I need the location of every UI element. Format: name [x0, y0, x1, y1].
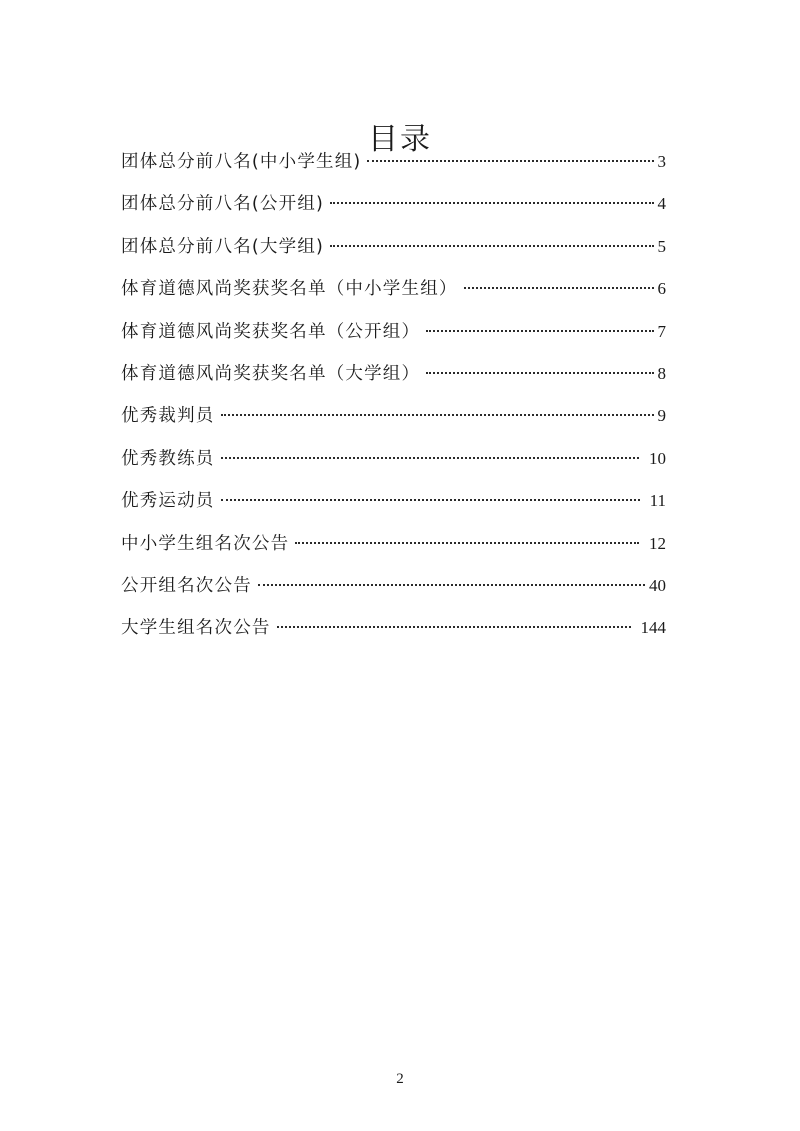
toc-entry-page: 4 — [657, 194, 666, 214]
toc-dot-leader — [426, 372, 653, 374]
toc-entry-team-top8-school[interactable] — [121, 146, 666, 188]
toc-entry-label: 优秀裁判员 — [121, 406, 215, 427]
toc-entry-page: 12 — [649, 533, 666, 553]
toc-entry-label: 团体总分前八名(大学组) — [121, 236, 325, 257]
toc-entry-label: 体育道德风尚奖获奖名单（公开组） — [121, 321, 421, 342]
toc-entry-outstanding-coaches[interactable] — [121, 443, 666, 485]
toc-entry-sportsmanship-school[interactable] — [121, 273, 666, 315]
toc-entry-page: 6 — [657, 279, 666, 299]
toc-entry-sportsmanship-open[interactable] — [121, 316, 666, 358]
toc-entry-page: 40 — [649, 575, 666, 595]
toc-title: 目录 — [368, 122, 432, 158]
toc-entry-label: 体育道德风尚奖获奖名单（大学组） — [121, 363, 421, 384]
toc-entry-page: 144 — [640, 618, 666, 638]
toc-entry-rankings-school[interactable] — [121, 528, 666, 570]
toc-dot-leader — [258, 584, 645, 586]
toc-entry-team-top8-open[interactable] — [121, 188, 666, 230]
toc-dot-leader — [295, 542, 639, 544]
toc-entry-page: 9 — [657, 406, 666, 426]
toc-entry-label: 优秀教练员 — [121, 448, 215, 469]
toc-dot-leader — [330, 202, 653, 204]
toc-entry-team-top8-university[interactable] — [121, 231, 666, 273]
toc-entry-rankings-open[interactable] — [121, 570, 666, 612]
toc-dot-leader — [221, 457, 640, 459]
toc-entry-page: 10 — [649, 448, 666, 468]
toc-dot-leader — [367, 160, 653, 162]
toc-entry-page: 3 — [657, 152, 666, 171]
toc-dot-leader — [426, 330, 653, 332]
toc-dot-leader — [330, 245, 653, 247]
page-number: 2 — [396, 1071, 404, 1087]
toc-dot-leader — [221, 499, 640, 501]
toc-entry-label: 中小学生组名次公告 — [121, 533, 290, 554]
toc-entry-rankings-university[interactable] — [121, 612, 666, 654]
toc-entry-sportsmanship-university[interactable] — [121, 358, 666, 400]
toc-entry-page: 8 — [657, 363, 666, 383]
toc-dot-leader — [221, 414, 654, 416]
toc-entry-outstanding-referees[interactable] — [121, 400, 666, 442]
toc-entry-label: 团体总分前八名(公开组) — [121, 194, 325, 215]
toc-dot-leader — [464, 287, 654, 289]
toc-entry-page: 11 — [649, 491, 666, 511]
toc-entry-page: 5 — [657, 236, 666, 256]
toc-entry-label: 团体总分前八名(中小学生组) — [121, 152, 362, 172]
toc-entry-page: 7 — [657, 321, 666, 341]
toc-entry-label: 体育道德风尚奖获奖名单（中小学生组） — [121, 279, 458, 300]
toc-entry-label: 大学生组名次公告 — [121, 618, 271, 639]
toc-entry-outstanding-athletes[interactable] — [121, 485, 666, 527]
toc-dot-leader — [277, 626, 631, 628]
toc-list — [121, 146, 666, 655]
toc-entry-label: 公开组名次公告 — [121, 575, 252, 596]
toc-entry-label: 优秀运动员 — [121, 491, 215, 512]
